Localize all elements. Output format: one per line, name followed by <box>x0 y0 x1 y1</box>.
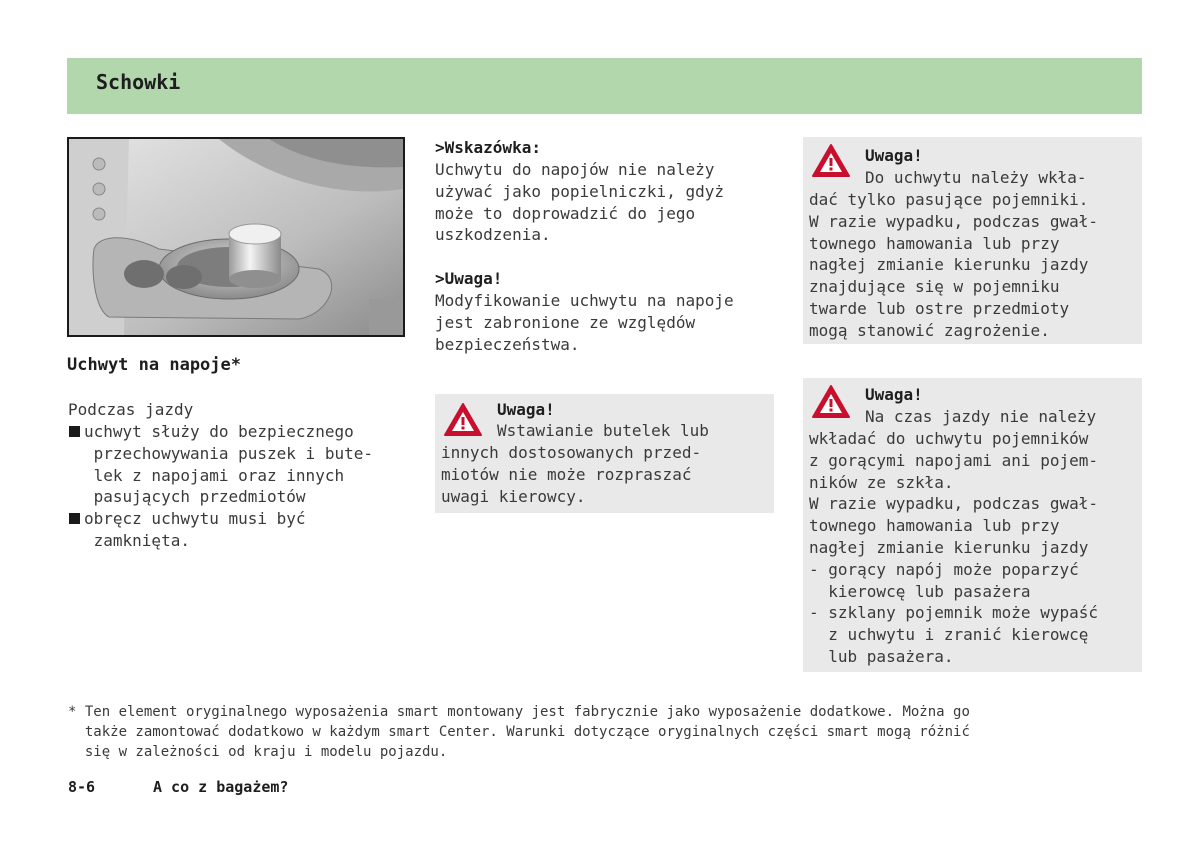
cup-holder-photo <box>67 137 405 337</box>
bullet-square-icon <box>69 513 80 524</box>
list-item: obręcz uchwytu musi być zamknięta. <box>68 508 373 552</box>
footnote: * Ten element oryginalnego wyposażenia smart montowany jest fabrycznie jako wyposażenie dodatkowe. Można go także zamontować dodatkowo w każdym smart Center. Warunki dotyczące oryginalnych części smart mogą różnić się w zależności od kraju i modelu pojazdu. <box>68 704 970 760</box>
warning-text: innych dostosowanych przed- miotów nie może rozpraszać uwagi kierowcy. <box>441 443 702 506</box>
warning-box <box>435 394 774 513</box>
warning-text-first-line: Wstawianie butelek lub <box>497 421 709 440</box>
intro-text: Podczas jazdy <box>68 400 194 419</box>
note-label: >Uwaga! <box>435 269 503 288</box>
warning-box <box>803 137 1142 344</box>
page-title: Schowki <box>96 70 181 94</box>
note-text: Modyfikowanie uchwytu na napoje jest zabronione ze względów bezpieczeństwa. <box>435 291 734 354</box>
warning-box <box>803 378 1142 672</box>
warning-text-first-line: Na czas jazdy nie należy <box>865 407 1097 426</box>
warning-text: wkładać do uchwytu pojemników z gorącymi napojami ani pojem- ników ze szkła. W razie wypadku, podczas gwał- townego hamowania lub przy nagłej zmianie kierunku jazdy - gorący napój może poparzyć kierowcę lub pasażera - szklany pojemnik może wypaść z uchwytu i zranić kierowcę lub pasażera. <box>809 429 1098 666</box>
warning-text: dać tylko pasujące pojemniki. W razie wypadku, podczas gwał- townego hamowania lub przy nagłej zmianie kierunku jazdy znajdujące się w pojemniku twarde lub ostre przedmioty mogą stanowić zagrożenie. <box>809 190 1098 340</box>
warning-triangle-icon <box>811 384 851 420</box>
warning-title: Uwaga! <box>865 146 923 165</box>
chapter-title: A co z bagażem? <box>153 778 289 796</box>
tip-text: Uchwytu do napojów nie należy używać jako popielniczki, gdyż może to doprowadzić do jego uszkodzenia. <box>435 160 724 245</box>
tip-label: >Wskazówka: <box>435 138 541 157</box>
list-item: uchwyt służy do bezpiecznego przechowywania puszek i bute- lek z napojami oraz innych pasujących przedmiotów <box>68 421 373 508</box>
page-number: 8-6 <box>68 778 96 796</box>
bullet-square-icon <box>69 426 80 437</box>
warning-title: Uwaga! <box>497 400 555 419</box>
warning-title: Uwaga! <box>865 385 923 404</box>
warning-text-first-line: Do uchwytu należy wkła- <box>865 168 1087 187</box>
section-heading: Uchwyt na napoje* <box>67 355 241 375</box>
section-header-bar <box>67 58 1142 114</box>
bullet-list <box>68 421 373 552</box>
warning-triangle-icon <box>443 402 483 438</box>
warning-triangle-icon <box>811 143 851 179</box>
